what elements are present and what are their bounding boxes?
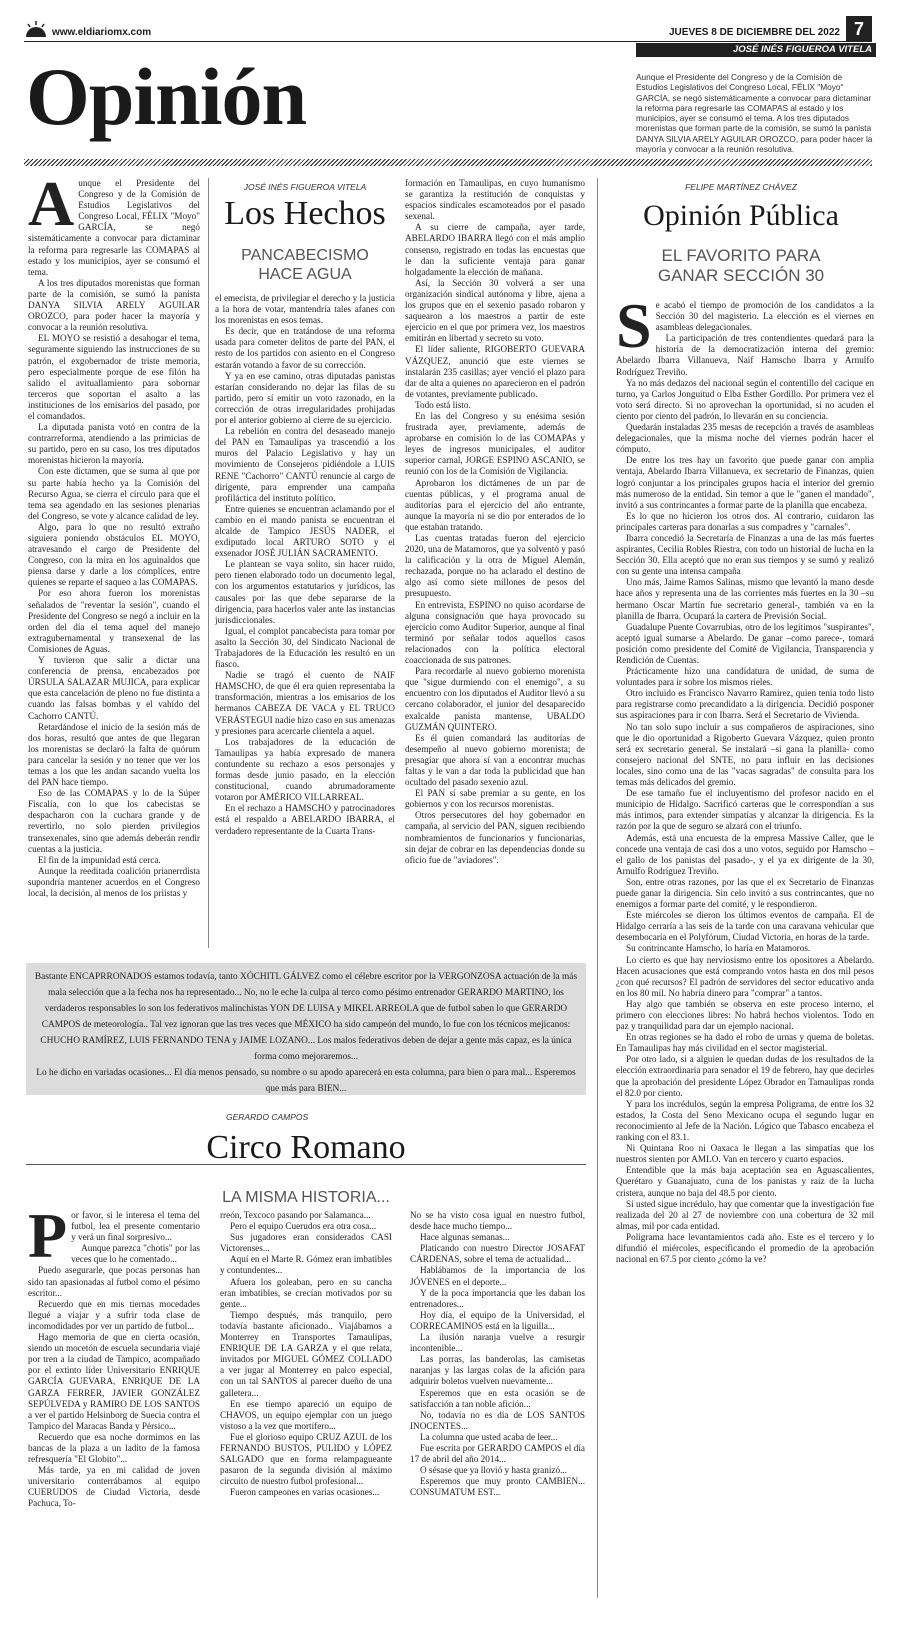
circo-col2-text — [220, 1210, 392, 1498]
paragraph: De ese tamaño fue el incluyentismo del profesor nacido en el municipio de Hidalgo. Sacrificó carteras que le correspondían a sus más íntimos, para extender simpatías y alcanzar la dirigencia. Es la razón por la que de seguro se alzará con el triunfo. — [616, 788, 874, 832]
gossip-box — [26, 963, 586, 1095]
hechos-author: JOSÉ INÉS FIGUEROA VITELA — [243, 182, 367, 192]
hechos-col2-text — [215, 293, 395, 837]
paragraph: rreón, Texcoco pasando por Salamanca... — [220, 1210, 371, 1220]
paragraph: Si usted sigue incrédulo, hay que comentar que la investigación fue realizada del 20 al 27 de noviembre con una cobertura de 32 mil almas, mil por cada entidad. — [616, 1198, 874, 1231]
drop-cap: S — [616, 300, 652, 361]
paragraph: Y de la poca importancia que les daban los entrenadores... — [410, 1287, 585, 1309]
header-summary: Aunque el Presidente del Congreso y de la Comisión de Estudios Legislativos del Congreso Local, FÉLIX "Moyo" GARCÍA, se negó sistemáticamente a convocar para dictaminar la reforma para regresarle las COMAPAS al estado y los municipios, ayer se consumó el tema. A los tres diputados morenistas que forman parte de la comisión, se sumó la panista DANYA SILVIA ARELY AGUILAR OROZCO, para poder hacer la mayoría y convocar a la reunión resolutiva. — [636, 72, 873, 155]
paragraph: Las cuentas tratadas fueron del ejercicio 2020, una de Matamoros, que ya solventó y pasó la calificación y la otra de Miguel Alemán, rechazada, porque no ha aclarado el destino de algo así como siete millones de pesos del presupuesto. — [405, 533, 585, 599]
paragraph: Hoy día, el equipo de la Universidad, el CORRECAMINOS está en la liguilla... — [410, 1309, 585, 1331]
hechos-column-1 — [28, 178, 200, 953]
paragraph: La ilusión naranja vuelve a resurgir incontenible... — [410, 1332, 585, 1354]
hechos-subhead: PANCABECISMO HACE AGUA — [241, 247, 369, 283]
paragraph: Eso de las COMAPAS y lo de la Súper Fiscalía, con lo que los cabecistas se despacharon con la cuchara grande y de revertirlo, no solo pierden privilegios transexenales, sino que además deberán rendir cuentas a la justicia. — [28, 788, 200, 854]
hechos-title: Los Hechos — [224, 195, 386, 232]
paragraph: Ya no más dedazos del nacional según el contentillo del cacique en turno, ya Carlos Jonguitud o Elba Esther Gordillo. Por primera vez el voto será directo. Si no aprovechan la oportunidad, si no acuden el ciento por ciento del padrón, lo llevarán en su conciencia. — [616, 377, 874, 421]
paragraph: Nadie se tragó el cuento de NAIF HAMSCHO, de que él era quien representaba la transformación, mientras a los emisarios de los hermanos CABEZA DE VACA y EL TRUCO VERÁSTEGUI nadie hizo caso en sus amenazas y presiones para acercarle clientela a aquel. — [215, 670, 395, 736]
opinion-publica-text — [616, 300, 874, 1265]
paragraph: Y tuvieron que salir a dictar una conferencia de prensa, encabezados por ÚRSULA SALAZAR MUJICA, para explicar que esta cancelación de pleno no fue distinta a cuando las falsas bombas y el vahído del Cachorro CANTÚ. — [28, 655, 200, 721]
paragraph: Aquí en el Marte R. Gómez eran imbatibles y contundentes... — [220, 1254, 392, 1276]
paragraph: Ni Quintana Roo ni Oaxaca le llegan a las simpatías que los nuestros sienten por AMLO. Van en tercero y cuarto espacios. — [616, 1143, 874, 1165]
paragraph: Para recordarle al nuevo gobierno morenista que "sigue durmiendo con el enemigo", a su encuentro con los diputados el Auditor llevó a su cercano colaborador, el junior del desaparecido exalcalde panista mantense, UBALDO GUZMÁN QUINTERO. — [405, 666, 585, 732]
paragraph: Todo está listo. — [415, 399, 471, 410]
paragraph: unque el Presidente del Congreso y de la Comisión de Estudios Legislativos del Congreso Local, FÉLIX "Moyo" GARCÍA, se negó sistemáticamente a convocar para dictaminar la reforma para regresarle las COMAPAS al estado y los municipios, ayer se consumó el tema. — [28, 178, 200, 277]
circo-subhead: LA MISMA HISTORIA... — [222, 1189, 390, 1206]
section-title: Opinión — [26, 51, 307, 142]
paragraph: Esperemos que en esta ocasión se de satisfacción a tan noble afición... — [410, 1387, 585, 1409]
paragraph: Recuerdo que en mis tiernas mocedades llegué a viajar y a sufrir toda clase de incomodidades por ver un partido de futbol... — [28, 1298, 200, 1331]
paragraph: Poligrama hace levantamientos cada año. Este es el tercero y lo difundió el miércoles, especificando el promedio de la aprobación nacional en 67.5 por ciento ¿cómo la ve? — [616, 1231, 874, 1265]
paragraph: El líder saliente, RIGOBERTO GUEVARA VÁZQUEZ, anunció que este viernes se instalarán 235 casillas; ayer venció el plazo para dar de alta a quienes no aparecieron en el padrón de votantes, previamente publicado. — [405, 344, 585, 399]
paragraph: Fue el glorioso equipo CRUZ AZUL de los FERNANDO BUSTOS, PULIDO y LÓPEZ SALGADO que en forma relampagueante pasaron de la segunda división al máximo circuito de nuestro futbol profesional... — [220, 1431, 392, 1487]
circo-col3-text — [410, 1210, 585, 1498]
circo-column-1 — [28, 1210, 200, 1600]
column-rule — [208, 178, 209, 948]
paragraph: Aunque parezca "chotis" por las veces que lo he comentado... — [71, 1243, 200, 1265]
issue-date: JUEVES 8 DE DICIEMBRE DEL 2022 — [669, 27, 840, 38]
paragraph: Son, entre otras razones, por las que el ex Secretario de Finanzas puede ganar la dirigencia. Sin celo invitó a sus contrincantes, que no enemigos a formar parte del comité, y le respondieron. — [616, 876, 874, 910]
paragraph: Por eso ahora fueron los morenistas señalados de "reventar la sesión", cuando el Presidente del Congreso se negó a incluir en la orden del día el tema aquel del manejo extragubernamental y transexenal de las Comisiones de Aguas. — [28, 588, 200, 654]
paragraph: formación en Tamaulipas, en cuyo humanismo se garantiza la restitución de conquistas y espacios sindicales escamoteados por el pasado sexenal. — [405, 178, 585, 222]
paragraph: Hace algunas semanas... — [420, 1232, 510, 1243]
paragraph: Hay algo que también se observa en este proceso interno, el primero con elecciones libres: No habrá hechos violentos. Todo en paz y tranquilidad para dar un ejemplo nacional. — [616, 998, 874, 1032]
hechos-col3-text — [405, 178, 585, 866]
paragraph: O sésase que ya llovió y hasta granizó... — [420, 1465, 567, 1476]
hechos-column-2 — [215, 293, 395, 948]
paragraph: Las porras, las banderolas, las camisetas naranjas y las largas colas de la afición para adquirir boletos vuelven nuevamente... — [410, 1354, 585, 1387]
gossip-text: Bastante ENCAPRRONADOS estamos todavía, tanto XÓCHITL GÁLVEZ como el célebre escritor por la VERGONZOSA actuación de la más mala selección que a la fecha nos ha representado... No, no le eche la culpa al terco como pésimo entrenador GERARDO MARTINO, los verdaderos responsables lo son los federativos malinchistas YON DE LUISA y MIKEL ARREOLA que de futbol saben lo que GERARDO CAMPOS de meteorología.. Tal vez ignoran que las tres veces que MÉXICO ha sido campeón del mundo, lo fue con los técnicos mejicanos: CHUCHO RAMÍREZ, LUIS FERNANDO TENA y JAIME LOZANO... Los malos federativos deben de dejar a gente más capaz, es la única forma como mejoraremos... — [34, 972, 578, 1062]
paragraph: La columna que usted acaba de leer... — [420, 1431, 558, 1442]
paragraph: No, todavía no es día de LOS SANTOS INOCENTES... — [410, 1409, 585, 1431]
paragraph: Recuerdo que esa noche dormimos en las bancas de la plaza a un ladito de la famosa refresquería "El Globito"... — [28, 1431, 200, 1465]
newspaper-logo-icon — [24, 20, 48, 40]
paragraph: En ese tiempo apareció un equipo de CHAVOS, un equipo ejemplar con un juego vistoso a la vez que mortífero... — [220, 1398, 392, 1431]
paragraph: Además, está una encuesta de la empresa Massive Caller, que le concede una ventaja de casi dos a uno votos, seguido por Hamscho –el gallo de los panistas del pasado-, y el ya ex dirigente de la 30, Arnulfo Rodríguez Treviño. — [616, 832, 874, 876]
paragraph: Ibarra concedió la Secretaría de Finanzas a una de las más fuertes aspirantes, Cecilia Robles Riestra, con todo un historial de lucha en la Sección 30. Ella aceptó que no eran sus tiempos y se sumó y realizó con su gente una intensa campaña — [616, 532, 874, 577]
paragraph: Los trabajadores de la educación de Tamaulipas ya había expresado de manera contundente su rechazo a esos personajes y formas desde junio pasado, en la elección constitucional, cuando abrumadoramente votaron por AMÉRICO VILLARREAL. — [215, 736, 395, 803]
paragraph: La participación de tres contendientes quedará para la historia de la democratización interna del gremio: Abelardo Ibarra Villanueva, Naif Hamscho Ibarra y Arnulfo Rodríguez Treviño. — [616, 333, 874, 377]
paragraph: El PAN sí sabe premiar a su gente, en los gobiernos y con los recursos morenistas. — [405, 788, 585, 810]
paragraph: Aprobaron los dictámenes de un par de cuentas públicas, y el programa anual de auditorías para el ejercicio del año entrante, aunque la mayoría ni se dio por enterados de lo que estaban tratando. — [405, 477, 585, 532]
circo-title: Circo Romano — [206, 1129, 406, 1166]
circo-column-3 — [410, 1210, 585, 1600]
paragraph: Hago memoria de que en cierta ocasión, siendo un mocetón de escuela secundaria viajé por tren a la ciudad de Tampico, acompañado por el extinto líder Universitario ENRIQUE GARCÍA GUEVARA, ENRIQUE DE LA GARZA FERRER, JAVIER GONZÁLEZ SEPÚLVEDA y RAMIRO DE LOS SANTOS a ver el partido Helsinborg de Suecia contra el Tampico del Maracas Banda y Pérsico... — [28, 1332, 200, 1431]
opinion-publica-subhead: EL FAVORITO PARA GANAR SECCIÓN 30 — [657, 246, 825, 285]
paragraph: Aunque la reeditada coalición prianerrdista supondría mantener acuerdos en el Congreso local, la decisión, al menos de los priistas y — [28, 865, 200, 898]
hechos-col1-text — [28, 178, 200, 899]
paragraph: Algo, para lo que no resultó extraño siguiera poniendo obstáculos EL MOYO, atravesando el cargo de Presidente del Congreso, con la mira en los aguinaldos que piensa darse y darle a los cómplices, entre quienes se reparte el saqueo a las COMAPAS. — [28, 521, 200, 588]
paragraph: Por otro lado, si a alguien le quedan dudas de los resultados de la elección extraordinaria para senador el 19 de febrero, hay que decirles que la aprobación del presidente López Obrador en Tamaulipas ronda el 82.0 por ciento. — [616, 1054, 874, 1098]
paragraph: e acabó el tiempo de promoción de los candidatos a la Sección 30 del magisterio. La elección es el viernes en asambleas delegacionales. — [655, 300, 874, 333]
paragraph: Igual, el complot pancabecista para tomar por asalto la Sección 30, del Sindicato Nacional de Trabajadores de la Educación les resultó en un fiasco. — [215, 625, 395, 670]
opinion-publica-title: Opinión Pública — [643, 199, 839, 232]
paragraph: El fin de la impunidad está cerca. — [38, 854, 161, 865]
paragraph: En otras regiones se ha dado el robo de urnas y quema de boletas. En Tamaulipas hay más civilidad en el sector magisterial. — [616, 1032, 874, 1054]
paragraph: Fueron campeones en varias ocasiones... — [230, 1487, 380, 1498]
paragraph: Más tarde, ya en mi calidad de joven universitario conterrábamos al equipo CUERUDOS de Ciudad Victoria, desde Pachuca, To- — [28, 1465, 200, 1509]
paragraph: Pero el equipo Cuerudos era otra cosa... — [230, 1221, 377, 1232]
paragraph: Le plantean se vaya solito, sin hacer ruido, pero tienen elaborado todo un documento legal, con los argumentos estatutarios y jurídicos, las causales por las que debe separarse de la dirigencia, para hacerlos valer ante las instancias jurisdiccionales. — [215, 559, 395, 625]
paragraph: el emecista, de privilegiar el derecho y la justicia a la hora de votar, mantendría tales afanes con los morenistas en esos temas. — [215, 293, 395, 326]
website-url[interactable]: www.eldiariomx.com — [52, 27, 152, 38]
paragraph: Uno más, Jaime Ramos Salinas, mismo que levantó la mano desde hace años y representa una de las corrientes más fuertes en la 30 –su hermano Oscar Martín fue secretario general-, también va en la planilla de Ibarra. Ocupará la cartera de Previsión Social. — [616, 577, 874, 621]
paragraph: Afuera los goleaban, pero en su cancha eran imbatibles, se crecían motivados por su gente... — [220, 1276, 392, 1309]
opinion-publica-header — [610, 182, 872, 286]
paragraph: Otro incluido es Francisco Navarro Ramírez, quien tenía todo listo para registrarse como precandidato a la dirigencia. Decidió posponer sus aspiraciones para ir con Ibarra. Será el Secretario de Vivienda. — [616, 688, 874, 721]
paragraph: Retardándose el inicio de la sesión más de dos horas, resultó que antes de que llegaran los morenistas se declaró la falta de quórum para cancelar la sesión y no tener que ver los temas a los que les andan sacando vuelta los del PAN hace tiempo. — [28, 721, 200, 788]
paragraph: Así, la Sección 30 volverá a ser una organización sindical autónoma y libre, ajena a los grupos que en el sexenio pasado robaron y saquearon a los maestros a partir de este ejercicio en el que por primera vez, los maestros emitirán en libertad y secreto su voto. — [405, 277, 585, 344]
opinion-publica-author: FELIPE MARTÍNEZ CHÁVEZ — [685, 182, 797, 192]
paragraph: No tan solo supo incluir a sus compañeros de aspiraciones, sino que le dio oportunidad a Rigoberto Guevara Vázquez, quien pronto será ex secretario general. Se instalará –si gana la planilla- como consejero nacional del SNTE, no para influir en las decisiones locales, sino como una de las "vacas sagradas" de consulta para los temas más delicados del gremio. — [616, 721, 874, 788]
drop-cap: A — [28, 178, 75, 239]
paragraph: No se ha visto cosa igual en nuestro futbol, desde hace mucho tiempo... — [410, 1210, 585, 1232]
paragraph: Es lo que no hicieron los otros dos. Al contrario, cuidaron las principales carteras para donarlas a sus compadres y "carnales". — [616, 510, 874, 532]
circo-header — [26, 1112, 586, 1217]
paragraph: Su contrincante Hamscho, lo haría en Matamoros. — [626, 943, 811, 954]
circo-author: GERARDO CAMPOS — [226, 1112, 309, 1122]
paragraph: Esperemos que muy pronto CAMBIEN... CONSUMATUM EST... — [410, 1476, 585, 1498]
paragraph: Sus jugadores eran considerados CASI Victorenses... — [220, 1232, 392, 1254]
paragraph: A los tres diputados morenistas que forman parte de la comisión, se sumó la panista DANYA SILVIA ARELY AGUILAR OROZCO, para poder hacer la mayoría y convocar a la reunión resolutiva. — [28, 277, 200, 333]
gossip-text-2: Lo he dicho en variadas ocasiones... El día menos pensado, su nombre o su apodo aparecerá en esta columna, para bien o para mal... Esperemos que más para BIEN... — [36, 1068, 576, 1094]
paragraph: Y ya en ese camino, otras diputadas panistas estarían considerando no dejar las filas de su partido, pero sí emitir un voto razonado, en la corrección de otras irregularidades prohijadas por el anterior gobierno al cierre de su ejercicio. — [215, 370, 395, 426]
paragraph: Tiempo después, más tranquilo, pero todavía bastante aficionado.. Viajábamos a Monterrey en Transportes Tamaulipas, ENRIQUE DE LA GARZA y el que relata, invitados por MIGUEL GÓMEZ COLLADO a ver jugar al Monterrey en palco especial, con un tal SANTOS al parecer dueño de una galletera... — [220, 1309, 392, 1398]
paragraph: or favor, si le interesa el tema del futbol, lea el presente comentario y verá un final sorpresivo... — [71, 1210, 200, 1243]
circo-rule — [26, 1164, 586, 1165]
paragraph: Entre quienes se encuentran aclamando por el cambio en el mando panista se encuentran el alcalde de Tampico JESÚS NADER, el exdiputado local ARTURO SOTO y el exsenador JOSÉ JULIÁN SACRAMENTO. — [215, 503, 395, 559]
paragraph: En las del Congreso y su enésima sesión frustrada ayer, previamente, además de aprobarse en comisión lo de las COMAPAs y leyes de ingresos municipales, el auditor superior carnal, JORGE ESPINO ASCANIO, se reunió con los de la Comisión de Vigilancia. — [405, 410, 585, 477]
paragraph: En el rechazo a HAMSCHO y patrocinadores está el respaldo a ABELARDO IBARRA, el verdadero representante de la Cuarta Trans- — [215, 803, 395, 836]
paragraph: La diputada panista votó en contra de la contrarreforma, atendiendo a las primicias de su partido, pero en su caso, los tres diputados morenistas hicieron la mayoría. — [28, 422, 200, 466]
paragraph: Platicando con nuestro Director JOSAFAT CÁRDENAS, sobre el tema de actualidad... — [410, 1243, 585, 1265]
paragraph: Lo cierto es que hay nerviosismo entre los opositores a Abelardo. Hacen acusaciones que está comprando votos hasta en dos mil pesos ¿con qué recursos? El padrón de servidores del sector educativo anda en los 80 mil. No habría dinero para "comprar" a tantos. — [616, 954, 874, 998]
circo-column-2 — [220, 1210, 392, 1600]
paragraph: Fue escrita por GERARDO CAMPOS el día 17 de abril del año 2014... — [410, 1442, 585, 1465]
paragraph: En entrevista, ESPINO no quiso acordarse de alguna consignación que haya provocado su ejercicio como Auditor Superior, aunque al final terminó por señalar todos aquellos casos relacionados con la política electoral coaccionada de sus patrones. — [405, 599, 585, 666]
paragraph: Otros persecutores del hoy gobernador en campaña, al servicio del PAN, siguen recibiendo nombramientos de funcionarios y funcionarias, sin dejar de cobrar en las dependencias donde su oficio fue de "aviadores". — [405, 810, 585, 865]
drop-cap: P — [28, 1210, 68, 1271]
hatched-divider — [24, 159, 872, 166]
paragraph: Y para los incrédulos, según la empresa Poligrama, de entre los 32 estados, la Costa del Seno Mexicano ocupa el segundo lugar en reconocimiento al Jefe de la Nación. Lógico que Tabasco encabeza el ranking con el 83.1. — [616, 1098, 874, 1143]
paragraph: La rebelión en contra del desaseado manejo del PAN en Tamaulipas ya trascendió a los muros del Palacio Legislativo y hay un movimiento de Consejeros pidiéndole a LUIS RENE "Cachorro" CANTÚ renuncie al cargo de dirigente, para emprender una campaña profiláctica del instituto político. — [215, 426, 395, 503]
paragraph: Hablábamos de la importancia de los JÓVENES en el deporte... — [410, 1265, 585, 1287]
paragraph: Quedarán instaladas 235 mesas de recepción a través de asambleas delegacionales, que la misma noche del viernes podrán hacer el cómputo. — [616, 422, 874, 455]
paragraph: Es decir, que en tratándose de una reforma usada para cometer delitos de parte del PAN, el resto de los partidos con asiento en el Congreso estarán votando a favor de su corrección. — [215, 326, 395, 370]
paragraph: Entendible que la más baja aceptación sea en Aguascalientes, Querétaro y Guanajuato, cuna de los panistas y raíz de la lucha cristera, aunque no baja del 48.5 por ciento. — [616, 1165, 874, 1198]
paragraph: Este miércoles se dieron los últimos eventos de campaña. El de Hidalgo cerraría a las seis de la tarde con una caravana vehicular que desembocaría en el Polyfórum, Ciudad Victoria, en horas de la tarde. — [616, 910, 874, 943]
paragraph: A su cierre de campaña, ayer tarde, ABELARDO IBARRA llegó con el más amplio consenso, registrado en todas las encuestas que le dan la suficiente ventaja para ganar holgadamente la elección de mañana. — [405, 222, 585, 277]
header-rule — [24, 41, 872, 42]
opinion-publica-column — [616, 300, 874, 1600]
paragraph: Prácticamente hizo una candidatura de unidad, de suma de voluntades para ir sobre los mismos rieles. — [616, 666, 874, 688]
paragraph: EL MOYO se resistió a desahogar el tema, seguramente siguiendo las instrucciones de su patrón, el exgobernador de triste memoria, pero especialmente porque de ese filón ha salido el avituallamiento para sobornar terceros que soportan el asalto a las instituciones de los emisarios del pasado, por el comandados. — [28, 333, 200, 421]
column-rule — [597, 178, 598, 1598]
paragraph: Puedo asegurarle, que pocas personas han sido tan apasionadas al futbol como el pésimo escritor... — [28, 1265, 200, 1298]
paragraph: De entre los tres hay un favorito que puede ganar con amplia ventaja, Abelardo Ibarra Villanueva, ex secretario de Finanzas, quien logró conjuntar a los principales grupos hacia el interior del gremio más numeroso de la entidad. Sin temor a que le "ganen el mandado", invitó a sus contrincantes a formar parte de la planilla que encabeza. — [616, 455, 874, 510]
paragraph: Es él quien comandará las auditorías de desempeño al nuevo gobierno morenista; de presagiar que ahora sí van a encontrar muchas faltas y le van a dar toda la publicidad que han ocultado del pasado sexenio azul. — [405, 732, 585, 788]
paragraph: Guadalupe Puente Covarrubias, otro de los legítimos "suspirantes", aceptó igual sumarse a Abelardo. De ganar –como parece-, tomará posición como presidente del Comité de Vigilancia, Transparencia y Rendición de Cuentas. — [616, 621, 874, 665]
header-byline: JOSÉ INÉS FIGUEROA VITELA — [636, 43, 876, 57]
page-number: 7 — [846, 16, 872, 42]
hechos-column-3 — [405, 178, 585, 948]
hechos-header — [215, 182, 395, 284]
paragraph: Con este dictamen, que se suma al que por su parte había hecho ya la Comisión del Recurso Agua, se cierra el círculo para que el tema sea agendado en las sesiones plenarias del Congreso, se vote y alcance calidad de ley. — [28, 466, 200, 521]
